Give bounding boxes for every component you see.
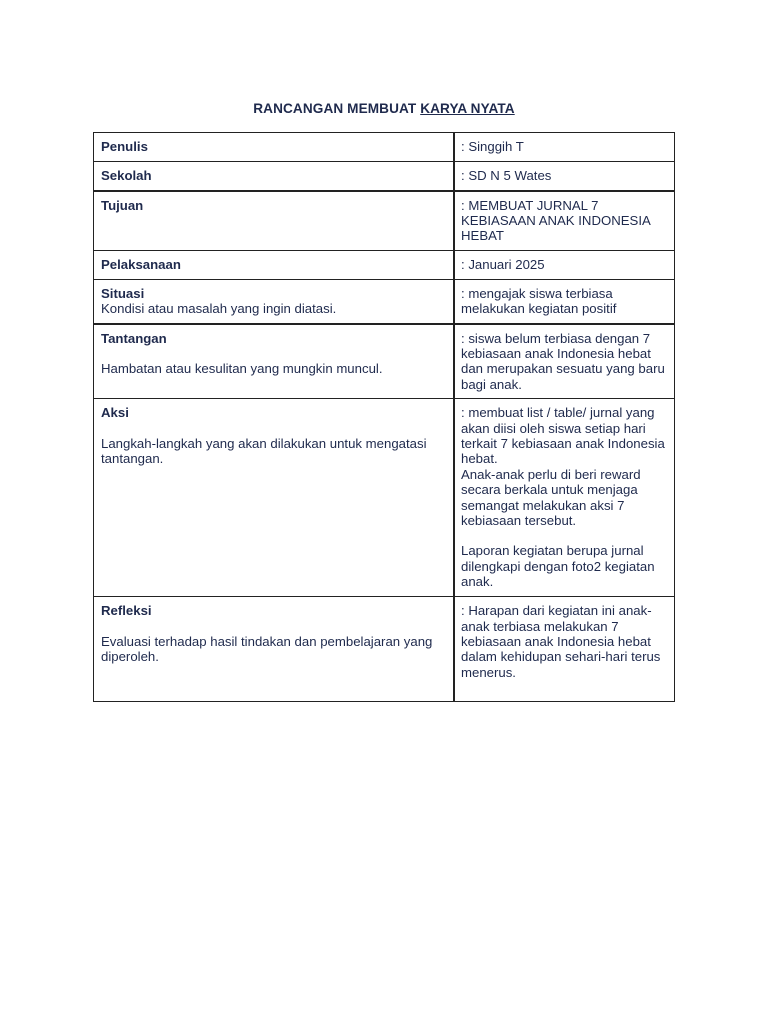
label-refleksi: Refleksi	[101, 603, 152, 619]
table-row-situasi	[94, 279, 675, 323]
desc-refleksi: Evaluasi terhadap hasil tindakan dan pembelajaran yang diperoleh.	[101, 633, 433, 664]
row-label-cell	[94, 597, 455, 702]
label-penulis: Penulis	[101, 139, 148, 154]
row-label-cell	[94, 279, 455, 323]
desc-tantangan: Hambatan atau kesulitan yang mungkin muncul.	[101, 360, 383, 376]
label-pelaksanaan: Pelaksanaan	[101, 256, 181, 272]
row-value-cell	[454, 597, 675, 702]
value-pelaksanaan: : Januari 2025	[461, 256, 545, 272]
desc-situasi: Kondisi atau masalah yang ingin diatasi.	[101, 301, 337, 317]
table-row-sekolah	[94, 162, 675, 191]
value-tantangan: : siswa belum terbiasa dengan 7 kebiasaan anak Indonesia hebat dan merupakan sesuatu yang baru bagi anak.	[461, 330, 665, 392]
row-label-cell	[94, 133, 455, 162]
table-row-pelaksanaan	[94, 250, 675, 279]
label-aksi: Aksi	[101, 405, 129, 421]
row-label-cell	[94, 191, 455, 251]
table-row-aksi	[94, 399, 675, 597]
value-penulis: : Singgih T	[461, 139, 524, 154]
row-value-cell	[454, 279, 675, 323]
row-value-cell	[454, 324, 675, 399]
label-tujuan: Tujuan	[101, 197, 144, 213]
row-value-cell	[454, 162, 675, 191]
row-label-cell	[94, 399, 455, 597]
row-value-cell	[454, 191, 675, 251]
row-label-cell	[94, 324, 455, 399]
value-aksi-paragraph-1: : membuat list / table/ jurnal yang akan diisi oleh siswa setiap hari terkait 7 kebiasaan anak Indonesia hebat.	[461, 405, 665, 467]
label-sekolah: Sekolah	[101, 168, 152, 183]
label-tantangan: Tantangan	[101, 330, 167, 346]
row-label-cell	[94, 162, 455, 191]
label-situasi: Situasi	[101, 285, 145, 301]
row-label-cell	[94, 250, 455, 279]
row-value-cell	[454, 399, 675, 597]
value-aksi-paragraph-2: Anak-anak perlu di beri reward secara berkala untuk menjaga semangat melakukan aksi 7 kebiasaan tersebut.	[461, 466, 641, 528]
value-tujuan: : MEMBUAT JURNAL 7 KEBIASAAN ANAK INDONESIA HEBAT	[461, 197, 651, 244]
value-refleksi: : Harapan dari kegiatan ini anak-anak terbiasa melakukan 7 kebiasaan anak Indonesia hebat dalam kehidupan sehari-hari terus menerus.	[461, 603, 661, 680]
value-situasi: : mengajak siswa terbiasa melakukan kegiatan positif	[461, 285, 617, 317]
row-value-cell	[454, 133, 675, 162]
desc-aksi: Langkah-langkah yang akan dilakukan untuk mengatasi tantangan.	[101, 435, 427, 466]
document-title	[0, 101, 768, 116]
title-text: RANCANGAN MEMBUAT	[253, 101, 421, 116]
karya-nyata-table	[93, 132, 675, 702]
table-row-tujuan	[94, 191, 675, 251]
row-value-cell	[454, 250, 675, 279]
value-aksi-paragraph-3: Laporan kegiatan berupa jurnal dilengkapi dengan foto2 kegiatan anak.	[461, 543, 655, 590]
table-row-refleksi	[94, 597, 675, 702]
table-row-tantangan	[94, 324, 675, 399]
title-underlined-text: KARYA NYATA	[420, 101, 515, 116]
value-sekolah: : SD N 5 Wates	[461, 168, 552, 183]
table-row-penulis	[94, 133, 675, 162]
